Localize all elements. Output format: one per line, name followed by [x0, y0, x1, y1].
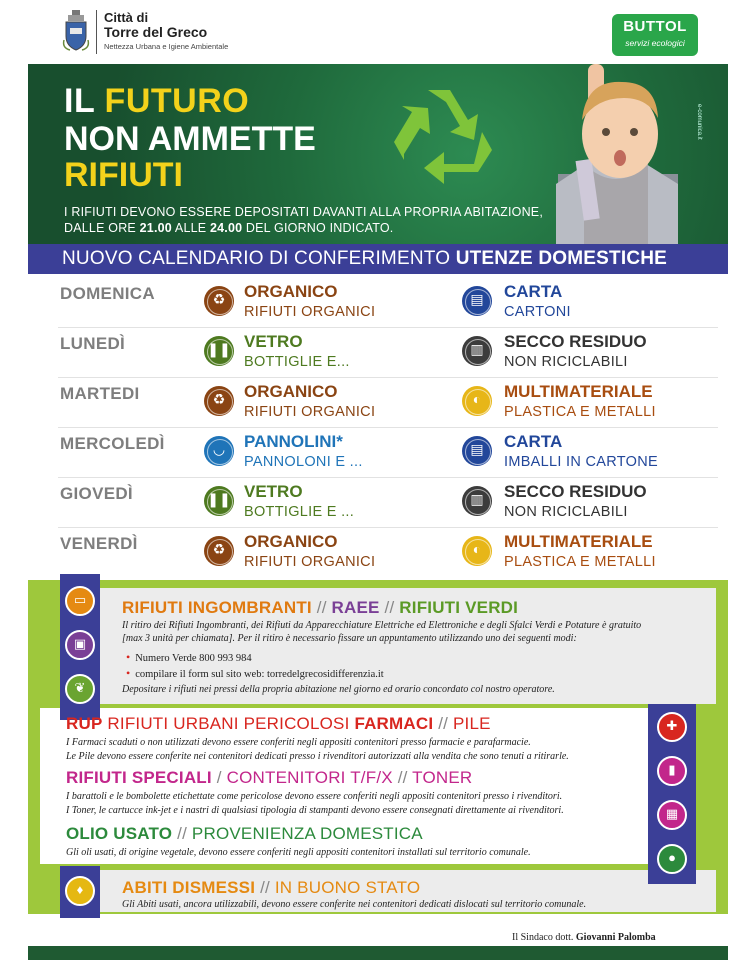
waste-subtitle: PLASTICA E METALLI	[504, 554, 656, 570]
city-name: Torre del Greco	[104, 24, 208, 40]
child-photo	[536, 64, 696, 244]
rup-title-pile: PILE	[452, 714, 491, 733]
rup-title-rest: RIFIUTI URBANI PERICOLOSI	[102, 714, 355, 733]
calendar-row-lunedi	[28, 328, 728, 378]
waste-subtitle: RIFIUTI ORGANICI	[244, 304, 376, 320]
hero-line3: RIFIUTI	[64, 156, 183, 194]
waste-title: MULTIMATERIALE	[504, 532, 653, 551]
hero-note-to: 24.00	[209, 221, 243, 235]
ingombranti-title1: RIFIUTI INGOMBRANTI	[122, 598, 312, 617]
speciali-text1: I barattoli e le bombolette etichettate come pericolose devono essere conferiti negli appositi contenitori presso i rivenditori.	[66, 791, 563, 802]
hero-note-part3: DEL GIORNO INDICATO.	[242, 221, 394, 235]
ingombranti-text1: Il ritiro dei Rifiuti Ingombranti, dei Rifiuti da Apparecchiature Elettriche ed Elettroniche e degli Sfalci Verdi e Potature è gratuito	[122, 620, 642, 631]
speciali-title	[66, 768, 472, 788]
olio-title2: PROVENIENZA DOMESTICA	[191, 824, 423, 843]
hero-note-part2: ALLE	[171, 221, 210, 235]
waste-subtitle: NON RICICLABILI	[504, 354, 628, 370]
hero-note	[64, 204, 584, 236]
partner-logo	[612, 14, 698, 56]
residual-bin-icon: ▥	[462, 486, 492, 516]
organic-bin-icon: ♻	[204, 286, 234, 316]
photo-credit: e-comunica.it	[696, 104, 702, 140]
rup-text1: I Farmaci scaduti o non utilizzati devono essere conferiti negli appositi contenitori presso farmacie e parafarmacie.	[66, 737, 531, 748]
ingombranti-title3: RIFIUTI VERDI	[399, 598, 519, 617]
waste-title: ORGANICO	[244, 382, 338, 401]
hero-line1-prefix: IL	[64, 82, 105, 120]
hero-note-part1: I RIFIUTI DEVONO ESSERE DEPOSITATI DAVANTI ALLA PROPRIA ABITAZIONE, DALLE ORE	[64, 205, 544, 235]
paper-icon: ▤	[462, 436, 492, 466]
waste-title: VETRO	[244, 332, 303, 351]
waste-title: SECCO RESIDUO	[504, 482, 647, 501]
rup-title-farmaci: FARMACI	[354, 714, 434, 733]
abiti-text1: Gli Abiti usati, ancora utilizzabili, devono essere conferite nei contenitori dedicati dislocati sul territorio comunale.	[122, 899, 587, 910]
glass-icon: ❚❚	[204, 336, 234, 366]
footer-band	[28, 946, 728, 960]
speciali-title2: CONTENITORI T/F/X	[226, 768, 393, 787]
day-label: MERCOLEDÌ	[60, 434, 165, 453]
partner-name: BUTTOL	[623, 18, 687, 35]
header-divider	[96, 10, 97, 54]
waste-subtitle: BOTTIGLIE E...	[244, 354, 350, 370]
olio-title	[66, 824, 423, 844]
ingombranti-title	[122, 598, 518, 618]
calendar-row-mercoledi	[28, 428, 728, 478]
numero-verde[interactable]: • Numero Verde 800 993 984	[126, 650, 252, 665]
day-label: MARTEDI	[60, 384, 140, 403]
title-separator: //	[379, 598, 400, 617]
ingombranti-text2: [max 3 unità per chiamata]. Per il ritiro è necessario fissare un appuntamento utilizzando uno dei seguenti modi:	[122, 633, 577, 644]
waste-subtitle: CARTONI	[504, 304, 571, 320]
title-separator: //	[172, 824, 192, 843]
medicine-icon: ✚	[657, 712, 687, 742]
title-separator: //	[433, 714, 453, 733]
ingombranti-text3: Depositare i rifiuti nei pressi della propria abitazione nel giorno ed orario concordato col nostro operatore.	[122, 684, 555, 695]
signature-prefix: Il Sindaco dott.	[512, 932, 576, 943]
rup-text2: Le Pile devono essere conferite nei contenitori dedicati presso i rivenditori autorizzati alla vendita che sono tenuti a ritirarle.	[66, 751, 569, 762]
day-label: LUNEDÌ	[60, 334, 126, 353]
speciali-title1: RIFIUTI SPECIALI	[66, 768, 212, 787]
multimaterial-icon: ◐	[462, 536, 492, 566]
speciali-title3: TONER	[412, 768, 473, 787]
department-name: Nettezza Urbana e Igiene Ambientale	[104, 42, 229, 51]
waste-subtitle: PANNOLONI E ...	[244, 454, 363, 470]
abiti-title	[122, 878, 420, 898]
waste-subtitle: RIFIUTI ORGANICI	[244, 404, 376, 420]
waste-title: VETRO	[244, 482, 303, 501]
waste-subtitle: NON RICICLABILI	[504, 504, 628, 520]
hero-line2: NON AMMETTE	[64, 120, 316, 158]
olio-text1: Gli oli usati, di origine vegetale, devono essere conferiti negli appositi contenitori installati sul territorio comunale.	[66, 847, 531, 858]
signature-name: Giovanni Palomba	[575, 932, 656, 943]
recycle-icon	[382, 84, 500, 188]
waste-title: CARTA	[504, 432, 563, 451]
hero-note-from: 21.00	[139, 221, 172, 235]
mayor-signature	[512, 932, 656, 943]
tv-icon: ▣	[65, 630, 95, 660]
olio-title1: OLIO USATO	[66, 824, 173, 843]
calendar-banner-highlight: UTENZE DOMESTICHE	[455, 248, 668, 269]
calendar-row-venerdi	[28, 528, 728, 578]
title-separator: //	[311, 598, 332, 617]
rup-title-bold: RUP	[66, 714, 103, 733]
waste-subtitle: BOTTIGLIE E ...	[244, 504, 355, 520]
title-separator: //	[392, 768, 413, 787]
oil-drop-icon: ●	[657, 844, 687, 874]
waste-subtitle: RIFIUTI ORGANICI	[244, 554, 376, 570]
ingombranti-title2: RAEE	[331, 598, 380, 617]
shirt-icon: ♦	[65, 876, 95, 906]
waste-title: CARTA	[504, 282, 563, 301]
residual-bin-icon: ▥	[462, 336, 492, 366]
hero-line1-highlight: FUTURO	[104, 82, 250, 120]
title-separator: /	[211, 768, 227, 787]
city-prefix: Città di	[104, 10, 149, 25]
header	[0, 0, 756, 64]
glass-icon: ❚❚	[204, 486, 234, 516]
waste-subtitle: PLASTICA E METALLI	[504, 404, 656, 420]
rup-title	[66, 714, 491, 734]
abiti-title1: ABITI DISMESSI	[122, 878, 256, 897]
title-separator: //	[255, 878, 275, 897]
calendar-row-domenica	[28, 278, 728, 328]
paper-icon: ▤	[462, 286, 492, 316]
leaf-icon: ❦	[65, 674, 95, 704]
waste-title: SECCO RESIDUO	[504, 332, 647, 351]
printer-icon: ▦	[657, 800, 687, 830]
sofa-icon: ▭	[65, 586, 95, 616]
collection-calendar	[28, 278, 728, 576]
organic-bin-icon: ♻	[204, 536, 234, 566]
waste-title: PANNOLINI*	[244, 432, 343, 451]
spray-icon: ▮	[657, 756, 687, 786]
calendar-row-martedi	[28, 378, 728, 428]
diaper-icon: ◡	[204, 436, 234, 466]
waste-title: ORGANICO	[244, 282, 338, 301]
organic-bin-icon: ♻	[204, 386, 234, 416]
website-link[interactable]: • compilare il form sul sito web: torredelgrecosidifferenzia.it	[126, 666, 384, 681]
day-label: VENERDÌ	[60, 534, 138, 553]
waste-title: ORGANICO	[244, 532, 338, 551]
partner-tagline: servizi ecologici	[625, 38, 685, 48]
hero-line1	[64, 82, 249, 121]
speciali-text2: I Toner, le cartucce ink-jet e i nastri di qualsiasi tipologia di stampanti devono essere consegnati direttamente ai rivenditori.	[66, 805, 564, 816]
waste-subtitle: IMBALLI IN CARTONE	[504, 454, 658, 470]
calendar-banner-prefix: NUOVO CALENDARIO DI CONFERIMENTO	[62, 248, 456, 269]
calendar-row-giovedi	[28, 478, 728, 528]
waste-title: MULTIMATERIALE	[504, 382, 653, 401]
calendar-banner	[28, 244, 728, 274]
crest-icon	[62, 10, 90, 52]
multimaterial-icon: ◐	[462, 386, 492, 416]
hero-banner	[28, 64, 728, 244]
day-label: GIOVEDÌ	[60, 484, 133, 503]
day-label: DOMENICA	[60, 284, 155, 303]
abiti-title2: IN BUONO STATO	[274, 878, 421, 897]
